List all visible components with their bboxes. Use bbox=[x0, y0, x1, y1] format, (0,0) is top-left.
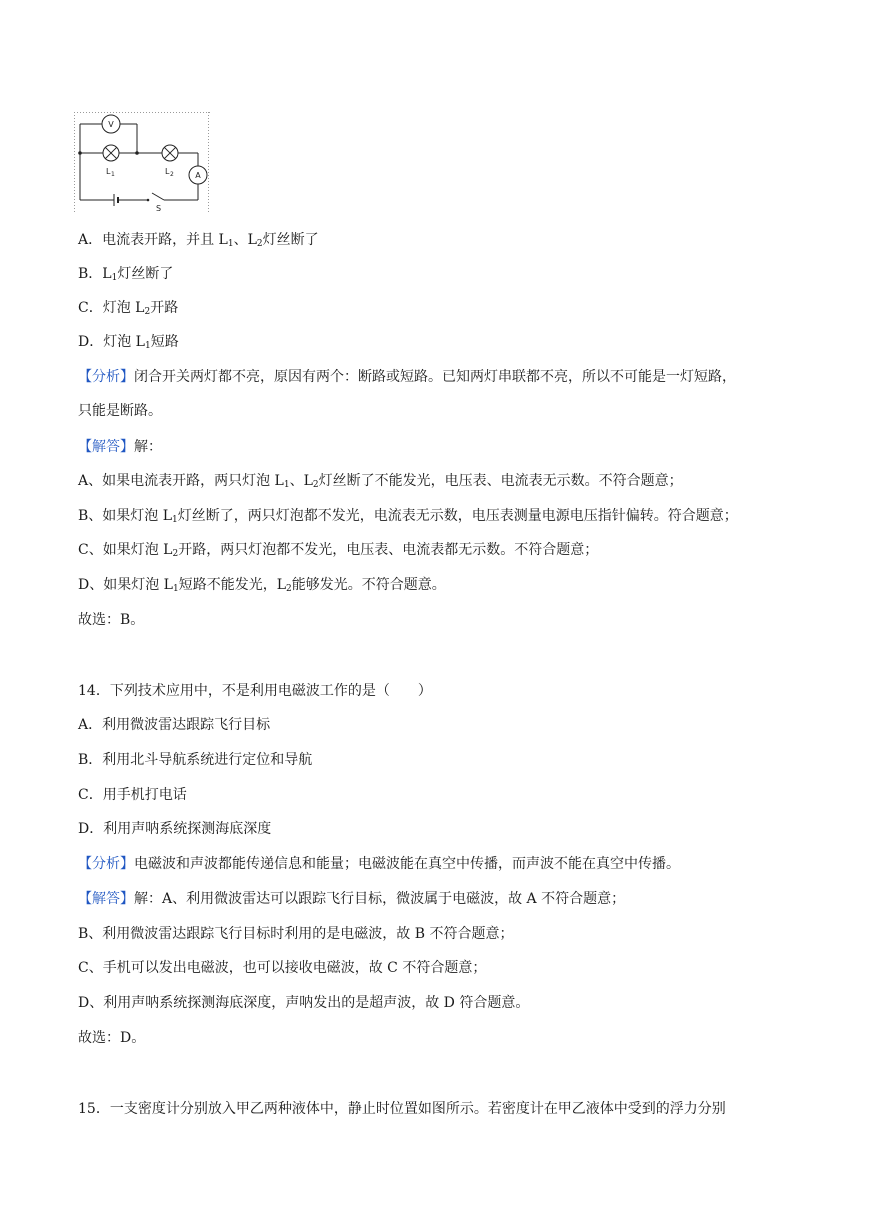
solution-text: 解：A、利用微波雷达可以跟踪飞行目标，微波属于电磁波，故 A 不符合题意； bbox=[134, 891, 626, 907]
solution-intro: 解： bbox=[134, 439, 162, 455]
lamp-l2-label: L bbox=[165, 167, 170, 176]
text: B．L bbox=[78, 266, 112, 282]
q13-option-a bbox=[78, 230, 319, 250]
text: 灯丝断了不能发光，电压表、电流表无示数。不符合题意； bbox=[318, 473, 683, 489]
text: 、L bbox=[289, 473, 313, 489]
lamp-l1-label: L bbox=[106, 167, 111, 176]
switch-pivot bbox=[147, 199, 150, 202]
subscript: 2 bbox=[144, 307, 151, 317]
q14-option-d: D．利用声呐系统探测海底深度 bbox=[78, 821, 272, 837]
text: 能够发光。不符合题意。 bbox=[291, 577, 446, 593]
q13-solution-d bbox=[78, 575, 446, 595]
subscript: 1 bbox=[144, 341, 151, 351]
switch-s-icon bbox=[152, 193, 164, 200]
analysis-tag: 【分析】 bbox=[78, 856, 134, 872]
solution-tag: 【解答】 bbox=[78, 439, 134, 455]
subscript: 2 bbox=[312, 480, 319, 490]
q13-analysis-cont bbox=[78, 401, 162, 421]
junction-dot-right bbox=[135, 151, 139, 155]
subscript: 1 bbox=[172, 515, 178, 525]
text: D．灯泡 L bbox=[78, 334, 145, 350]
q14-option-b: B．利用北斗导航系统进行定位和导航 bbox=[78, 752, 313, 768]
text: A、如果电流表开路，两只灯泡 L bbox=[78, 473, 284, 489]
junction-dot-left bbox=[78, 151, 82, 155]
subscript: 2 bbox=[256, 239, 263, 249]
text: D、如果灯泡 L bbox=[78, 577, 173, 593]
q13-option-b bbox=[78, 264, 173, 284]
text: C．灯泡 L bbox=[78, 300, 145, 316]
text: 开路 bbox=[150, 300, 179, 316]
q15-stem: 15．一支密度计分别放入甲乙两种液体中，静止时位置如图所示。若密度计在甲乙液体中受到的浮力分别 bbox=[78, 1101, 726, 1117]
q14-solution-b: B、利用微波雷达跟踪飞行目标时利用的是电磁波，故 B 不符合题意； bbox=[78, 926, 514, 942]
q14-solution-d: D、利用声呐系统探测海底深度，声呐发出的是超声波，故 D 符合题意。 bbox=[78, 995, 530, 1011]
text: 灯丝断了 bbox=[262, 232, 319, 248]
subscript: 1 bbox=[111, 273, 118, 283]
text: B、如果灯泡 L bbox=[78, 508, 173, 524]
text: 、L bbox=[233, 232, 257, 248]
text: 短路不能发光，L bbox=[178, 577, 287, 593]
q13-analysis bbox=[78, 367, 736, 387]
q14-solution bbox=[78, 889, 625, 909]
text: 灯丝断了 bbox=[117, 266, 174, 282]
lamp-l1-sub: 1 bbox=[111, 171, 115, 178]
text: 灯丝断了，两只灯泡都不发光，电流表无示数，电压表测量电源电压指针偏转。符合题意； bbox=[177, 508, 738, 524]
text: A．电流表开路，并且 L bbox=[78, 232, 228, 248]
subscript: 2 bbox=[172, 549, 179, 559]
analysis-text: 闭合开关两灯都不亮，原因有两个：断路或短路。已知两灯串联都不亮，所以不可能是一灯短路， bbox=[134, 369, 736, 385]
subscript: 2 bbox=[286, 584, 292, 594]
q14-analysis bbox=[78, 854, 680, 874]
analysis-text: 电磁波和声波都能传递信息和能量；电磁波能在真空中传播，而声波不能在真空中传播。 bbox=[134, 856, 680, 872]
q13-answer: 故选：B。 bbox=[78, 612, 145, 628]
q14-option-a: A．利用微波雷达跟踪飞行目标 bbox=[78, 717, 271, 733]
lamp-l2-sub: 2 bbox=[170, 171, 174, 178]
q14-stem: 14．下列技术应用中，不是利用电磁波工作的是（ ） bbox=[78, 683, 432, 699]
text: 开路，两只灯泡都不发光，电压表、电流表都无示数。不符合题意； bbox=[178, 542, 599, 558]
subscript: 1 bbox=[227, 239, 234, 249]
ammeter-label: A bbox=[195, 171, 201, 180]
analysis-tag: 【分析】 bbox=[78, 369, 134, 385]
text: 短路 bbox=[150, 334, 179, 350]
circuit-diagram bbox=[74, 112, 210, 212]
q13-solution-a bbox=[78, 471, 683, 491]
subscript: 1 bbox=[283, 480, 290, 490]
analysis-text: 只能是断路。 bbox=[78, 403, 162, 419]
q14-option-c: C．用手机打电话 bbox=[78, 787, 187, 803]
q13-option-c bbox=[78, 298, 178, 318]
subscript: 1 bbox=[172, 584, 179, 594]
text: C、如果灯泡 L bbox=[78, 542, 173, 558]
q13-solution-b bbox=[78, 506, 738, 526]
voltmeter-label: V bbox=[108, 120, 114, 129]
q13-solution-c bbox=[78, 540, 598, 560]
q13-solution bbox=[78, 437, 162, 457]
solution-tag: 【解答】 bbox=[78, 891, 134, 907]
q14-solution-c: C、手机可以发出电磁波，也可以接收电磁波，故 C 不符合题意； bbox=[78, 960, 487, 976]
q14-answer: 故选：D。 bbox=[78, 1030, 146, 1046]
switch-label: S bbox=[156, 204, 162, 212]
q13-option-d bbox=[78, 332, 179, 352]
